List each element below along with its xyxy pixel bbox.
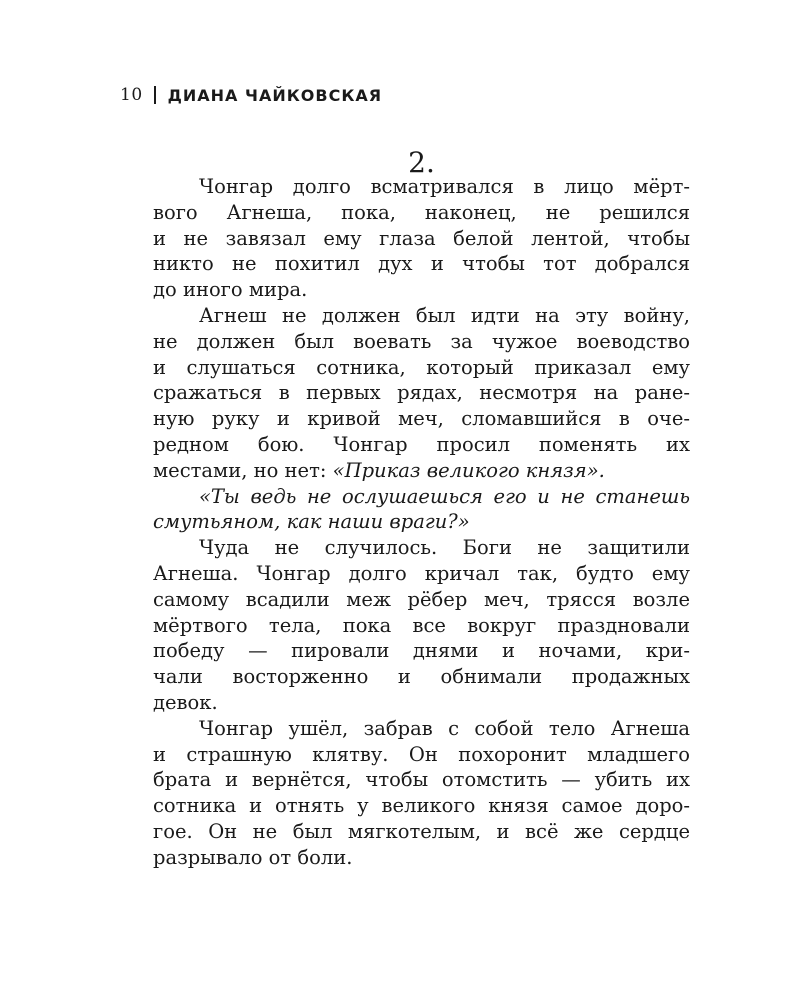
italic-quote: «Приказ великого князя».	[332, 458, 605, 482]
text-fragment: местами, но нет:	[153, 458, 333, 482]
text-line: и слушаться сотника, который приказал ему	[153, 355, 690, 379]
text-line: никто не похитил дух и чтобы тот добрался	[153, 252, 690, 276]
text-line: брата и вернётся, чтобы отомстить — убить их	[153, 768, 690, 792]
header-separator	[154, 86, 156, 104]
text-line: ную руку и кривой меч, сломавшийся в оче-	[153, 407, 690, 431]
page-number: 10	[120, 85, 143, 105]
text-line: сражаться в первых рядах, несмотря на ране-	[153, 381, 690, 405]
italic-text-line: смутьяном, как наши враги?»	[153, 510, 470, 534]
paragraph	[153, 303, 690, 484]
text-line: девок.	[153, 690, 218, 714]
text-line: не должен был воевать за чужое воеводство	[153, 329, 690, 353]
text-line: мёртвого тела, пока все вокруг праздновали	[153, 613, 690, 637]
text-line: и страшную клятву. Он похоронит младшего	[153, 742, 690, 766]
running-head	[120, 84, 382, 106]
text-line	[153, 458, 690, 484]
italic-text-line: «Ты ведь не ослушаешься его и не станешь	[199, 484, 690, 508]
text-line: Чонгар долго всматривался в лицо мёрт-	[199, 175, 690, 198]
body-text	[153, 174, 690, 871]
text-line: победу — пировали днями и ночами, кри-	[153, 639, 690, 663]
text-line: разрывало от боли.	[153, 845, 353, 869]
text-line: гое. Он не был мягкотелым, и всё же сердце	[153, 819, 690, 843]
text-line: Чуда не случилось. Боги не защитили	[199, 536, 690, 560]
text-line: до иного мира.	[153, 278, 308, 302]
text-line: Агнеш не должен был идти на эту войну,	[199, 303, 690, 327]
paragraph	[153, 535, 690, 716]
text-line: Чонгар ушёл, забрав с собой тело Агнеша	[199, 716, 690, 740]
author-name: ДИАНА ЧАЙКОВСКАЯ	[167, 85, 383, 105]
text-line: редном бою. Чонгар просил поменять их	[153, 432, 690, 456]
paragraph	[153, 484, 690, 536]
text-line: вого Агнеша, пока, наконец, не решился	[153, 200, 690, 224]
text-line: Агнеша. Чонгар долго кричал так, будто ему	[153, 561, 690, 585]
paragraph	[153, 174, 690, 303]
chapter-number: 2.	[408, 146, 435, 179]
text-line: сотника и отнять у великого князя самое доро-	[153, 794, 690, 818]
text-line: и не завязал ему глаза белой лентой, чтобы	[153, 226, 690, 250]
text-line: самому всадили меж рёбер меч, трясся возле	[153, 587, 690, 611]
text-line: чали восторженно и обнимали продажных	[153, 665, 690, 689]
paragraph	[153, 716, 690, 871]
